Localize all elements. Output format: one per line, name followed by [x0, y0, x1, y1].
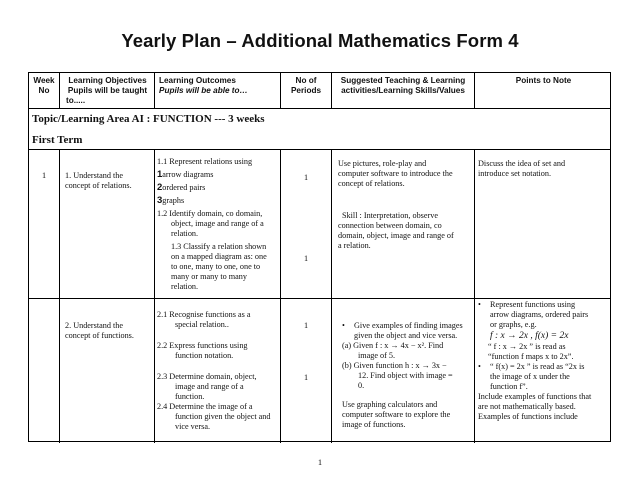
topic-heading: Topic/Learning Area AI : FUNCTION --- 3 weeks [32, 113, 265, 125]
page-title: Yearly Plan – Additional Mathematics Form 4 [121, 30, 519, 51]
header-learning-outcomes: Learning Outcomes Pupils will be able to… [159, 76, 248, 95]
row2-objective: 2. Understand the concept of functions. [65, 321, 134, 340]
row1-week: 1 [41, 171, 47, 180]
row1-teaching: Use pictures, role-play and computer software to introduce the concept of relations. [338, 159, 453, 188]
page-number: 1 [317, 457, 323, 467]
row2-outcomes: 2.1 Recognise functions as a special relation.. 2.2 Express functions using function notation. 2.3 Determine domain, object, image and range of a function. 2.4 Determine the image of a function given the object and vice versa. [157, 310, 271, 431]
row2-teaching: • Give examples of finding images given the object and vice versa. (a) Given f : x → 4x − x². Find image of 5. (b) Given function h : x → 3x − 12. Find object with image = 0. Use graphing calculators and computer software to explore the image of functions. [342, 321, 463, 429]
row2-periods: 1 [303, 321, 309, 330]
header-periods: No of Periods [290, 76, 322, 95]
header-suggested-teaching: Suggested Teaching & Learning activities/Learning Skills/Values [340, 76, 466, 95]
header-week: Week No [33, 76, 55, 95]
header-points-to-note: Points to Note [515, 76, 572, 85]
row2-periods: 1 [303, 373, 309, 382]
yearly-plan-table [28, 72, 611, 442]
row2-notes: • Represent functions using arrow diagrams, ordered pairs or graphs, e.g. f : x → 2x , f(x) = 2x “ f : x → 2x ” is read as “function f maps x to 2x”. • “ f(x) = 2x ” is read as “2x is the image of x under the function f”. Include examples of functions that are not mathematically based. Examples of functions include [478, 300, 592, 421]
row1-objective: 1. Understand the concept of relations. [65, 171, 132, 190]
row1-outcomes: 1.1 Represent relations using 1arrow diagrams 2ordered pairs 3graphs 1.2 Identify domain, co domain, object, image and range of a relation. 1.3 Classify a relation shown on a mapped diagram as: one to one, many to one, one to many or many to many relation. [157, 157, 267, 291]
row1-periods: 1 [303, 254, 309, 263]
row1-notes: Discuss the idea of set and introduce set notation. [478, 159, 566, 178]
row-divider [29, 149, 610, 150]
row-divider [29, 108, 610, 109]
term-heading: First Term [32, 134, 83, 146]
header-learning-objectives: Learning Objectives Pupils will be taught to..... [66, 76, 148, 105]
row1-periods: 1 [303, 173, 309, 182]
row-divider [29, 298, 610, 299]
row1-skill: Skill : Interpretation, observe connection between domain, co domain, object, image and range of a relation. [338, 211, 454, 250]
